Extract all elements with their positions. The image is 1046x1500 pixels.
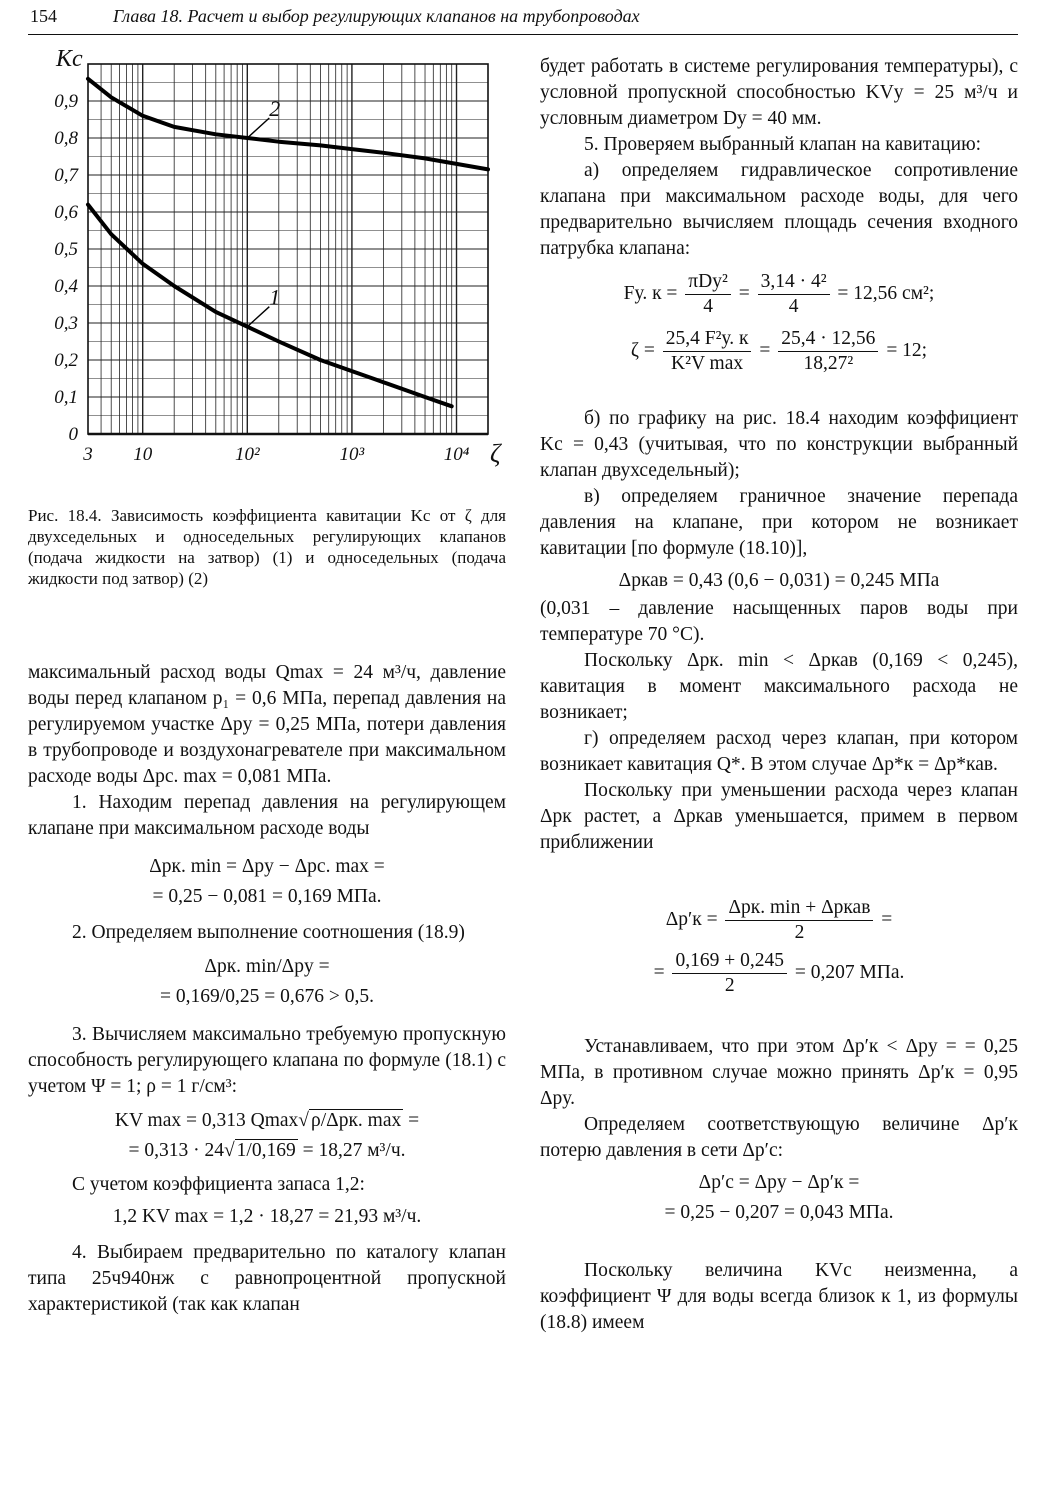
figure-caption: Рис. 18.4. Зависимость коэффициента кавитации Kc от ζ для двухседельных и односедельных регулирующих клапанов (подача жидкости на затвор) (1) и односедельных (подача жидкости под затвор) (2) (28, 506, 506, 588)
y-tick-label: 0 (68, 424, 78, 445)
numerator: Δpк. min + Δpкав (725, 896, 873, 921)
formula-part: KV max = 0,313 Qmax (114, 1110, 299, 1131)
curve-leader-line (247, 307, 269, 327)
curve-label: 2 (269, 96, 281, 121)
y-tick-label: 0,3 (54, 313, 78, 334)
y-tick-label: 0,7 (54, 165, 78, 186)
y-axis-label: Kc (56, 46, 83, 72)
y-tick-label: 0,4 (54, 276, 78, 297)
x-tick-label: 10 (133, 444, 153, 465)
formula-part: = 18,27 м³/ч. (297, 1140, 406, 1161)
formula-part: = (653, 961, 665, 983)
y-tick-label: 0,1 (54, 387, 78, 408)
formula-part: = (881, 908, 893, 930)
paragraph: максимальный расход воды Qmax = 24 м³/ч, давление воды перед клапаном p₁ = 0,6 МПа, перепад давления на регулируемом участке Δpу = 0,25 МПа, потери давления в трубопроводе и воздухонагревателе при максимальном расходе воды Δpс. max = 0,081 МПа. (28, 662, 506, 787)
y-tick-label: 0,6 (54, 202, 78, 223)
formula-part: = 12; (886, 339, 928, 361)
numerator: πDу² (685, 270, 731, 295)
x-tick-label: 10³ (339, 444, 365, 465)
numerator: 25,4 · 12,56 (778, 327, 878, 352)
formula-part: = 12,56 см²; (837, 282, 935, 304)
paragraph: Устанавливаем, что при этом Δp′к < Δpу = = 0,25 МПа, в противном случае можно принять Δp′к = 0,95 Δpу. (540, 1036, 1018, 1109)
x-tick-label: 10² (234, 444, 260, 465)
formula-part: = 0,207 МПа. (794, 961, 905, 983)
x-tick-label: 3 (83, 444, 93, 465)
formula: = 0,169/0,25 = 0,676 > 0,5. (160, 986, 374, 1007)
y-tick-label: 0,8 (54, 128, 78, 149)
paragraph: 4. Выбираем предварительно по каталогу клапан типа 25ч940нж с равнопроцентной пропускной характеристикой (так как клапан (28, 1242, 506, 1315)
paragraph: б) по графику на рис. 18.4 находим коэффициент Kс = 0,43 (учитывая, что по конструкции выбранный клапан двухседельный); (540, 408, 1018, 481)
fraction (672, 949, 787, 998)
paragraph: будет работать в системе регулирования температуры), с условной пропускной способностью KVу = 25 м³/ч и условным диаметром Dу = 40 мм. (540, 56, 1018, 129)
curve-leader-line (247, 118, 269, 138)
paragraph: в) определяем граничное значение перепада давления на клапане, при котором не возникает кавитации [по формуле (18.10)], (540, 486, 1018, 559)
numerator: 3,14 · 4² (758, 270, 830, 295)
formula: Δp′с = Δpу − Δp′к = (698, 1172, 860, 1193)
denominator: 18,27² (803, 353, 854, 374)
sqrt-radicand: ρ/Δpк. max (311, 1110, 402, 1131)
chapter-title: Глава 18. Расчет и выбор регулирующих клапанов на трубопроводах (113, 6, 640, 26)
left-column (28, 660, 506, 1318)
formula-part: = 0,313 · 24 (128, 1140, 224, 1161)
x-axis-label: ζ (490, 439, 501, 468)
formula: = 0,25 − 0,081 = 0,169 МПа. (152, 886, 382, 907)
paragraph: С учетом коэффициента запаса 1,2: (72, 1174, 365, 1195)
formula (540, 949, 1018, 998)
denominator: 2 (794, 922, 805, 943)
paragraph: 1. Находим перепад давления на регулирующем клапане при максимальном расходе воды (28, 792, 506, 839)
numerator: 25,4 F²у. к (663, 327, 752, 352)
figure-18-4-chart (28, 44, 508, 484)
paragraph: (0,031 – давление насыщенных паров воды при температуре 70 °С). (540, 598, 1018, 645)
denominator: 2 (724, 975, 735, 996)
formula: Δpкав = 0,43 (0,6 − 0,031) = 0,245 МПа (618, 570, 940, 591)
numerator: 0,169 + 0,245 (672, 949, 787, 974)
denominator: K²V max (671, 353, 744, 374)
chart-svg (28, 44, 508, 484)
formula: KV max = 0,313 Qmax√ ρ/Δpк. max = (114, 1110, 420, 1131)
denominator: 4 (788, 296, 799, 317)
paragraph: 5. Проверяем выбранный клапан на кавитацию: (584, 134, 982, 155)
formula (540, 270, 1018, 319)
paragraph: Поскольку при уменьшении расхода через клапан Δpк растет, а Δpкав уменьшается, примем в первом приближении (540, 780, 1018, 853)
formula: Δpк. min = Δpу − Δpс. max = (149, 856, 385, 877)
paragraph: а) определяем гидравлическое сопротивление клапана при максимальном расходе воды, для чего предварительно вычисляем площадь сечения входного патрубка клапана: (540, 160, 1018, 259)
formula: Δpк. min/Δpу = (204, 956, 330, 977)
y-tick-label: 0,9 (54, 91, 78, 112)
sqrt-radicand: 1/0,169 (236, 1140, 296, 1161)
paragraph: 2. Определяем выполнение соотношения (18.9) (72, 922, 465, 943)
formula (540, 327, 1018, 376)
fraction (758, 270, 830, 319)
page-number: 154 (30, 6, 57, 26)
paragraph: Поскольку величина KVс неизменна, а коэффициент Ψ для воды всегда близок к 1, из формулы (18.8) имеем (540, 1260, 1018, 1333)
x-tick-label: 10⁴ (443, 444, 470, 465)
formula-part: = (759, 339, 771, 361)
denominator: 4 (703, 296, 713, 317)
right-column (540, 54, 1018, 1336)
formula-part: = (403, 1110, 420, 1131)
fraction (725, 896, 873, 945)
paragraph: г) определяем расход через клапан, при котором возникает кавитация Q*. В этом случае Δp*к = Δp*кав. (540, 728, 1018, 775)
fraction (663, 327, 752, 376)
formula: 1,2 KV max = 1,2 · 18,27 = 21,93 м³/ч. (112, 1206, 422, 1227)
fraction (685, 270, 731, 319)
fraction (778, 327, 878, 376)
formula-part: Fу. к = (623, 282, 678, 304)
y-tick-label: 0,2 (54, 350, 78, 371)
running-header (28, 6, 1018, 35)
formula: = 0,25 − 0,207 = 0,043 МПа. (664, 1202, 894, 1223)
curve-label: 1 (269, 284, 281, 310)
formula (540, 896, 1018, 945)
y-tick-label: 0,5 (54, 239, 78, 260)
formula: = 0,313 · 24√ 1/0,169 = 18,27 м³/ч. (128, 1140, 406, 1161)
paragraph: Поскольку Δpк. min < Δpкав (0,169 < 0,245), кавитация в момент максимального расхода не возникает; (540, 650, 1018, 723)
formula-part: = (738, 282, 750, 304)
formula-part: Δp′к = (665, 908, 718, 930)
series-line-2 (88, 79, 488, 170)
formula-part: ζ = (630, 339, 655, 361)
paragraph: 3. Вычисляем максимально требуемую пропускную способность регулирующего клапана по формуле (18.1) с учетом Ψ = 1; ρ = 1 г/см³: (28, 1024, 506, 1097)
paragraph: Определяем соответствующую величине Δp′к потерю давления в сети Δp′с: (540, 1114, 1018, 1161)
